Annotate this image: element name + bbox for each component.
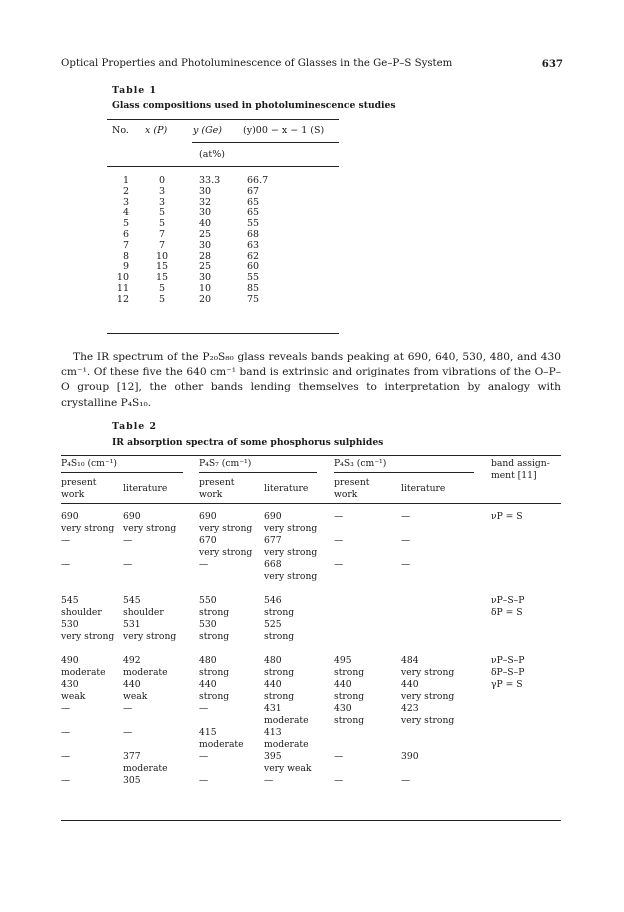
- table2-cell: —: [199, 751, 209, 762]
- table2-cell: 440: [401, 679, 419, 690]
- table2-cell: 531: [123, 619, 141, 630]
- table2-cell: strong: [199, 667, 230, 678]
- table2-cell: very strong: [61, 523, 115, 534]
- table2-band-assign-2: ment [11]: [491, 470, 537, 481]
- table2-cell: very strong: [61, 631, 115, 642]
- table2-cell: 305: [123, 775, 141, 786]
- table2-cell: γP = S: [491, 679, 523, 690]
- table2-cell: moderate: [264, 715, 309, 726]
- table2-cell: shoulder: [61, 607, 102, 618]
- table1-cell: 55: [247, 218, 260, 230]
- t2-h-work-1: work: [61, 489, 85, 500]
- table1-rows: [107, 175, 339, 305]
- table2-band-assign-1: band assign-: [491, 458, 550, 469]
- table2-cell: 377: [123, 751, 141, 762]
- table2-cell: 430: [334, 703, 352, 714]
- table2-cell: strong: [199, 691, 230, 702]
- table2-cell: δP–S–P: [491, 667, 525, 678]
- table2-cell: strong: [264, 667, 295, 678]
- table1-cell: 30: [199, 185, 212, 197]
- table2-cell: νP–S–P: [491, 595, 525, 606]
- table1-cell: 60: [247, 261, 260, 273]
- table2-top-rule: [61, 455, 561, 456]
- t2-h-lit-3: literature: [401, 483, 446, 494]
- table1-cell: 32: [199, 196, 212, 208]
- table1-row: [107, 175, 339, 186]
- table2-cell: 545: [61, 595, 79, 606]
- table2-cell: very strong: [123, 631, 177, 642]
- table2-cell: 440: [334, 679, 352, 690]
- table2-cell: shoulder: [123, 607, 164, 618]
- table2-cell: 545: [123, 595, 141, 606]
- table1-cell: 3: [122, 196, 129, 208]
- table2-cell: 390: [401, 751, 419, 762]
- table1-cell: 15: [155, 272, 169, 284]
- table2-cell: —: [264, 775, 274, 786]
- table2-cell: very strong: [401, 715, 455, 726]
- table2-cell: 690: [199, 511, 217, 522]
- table1-cell: 30: [199, 207, 212, 219]
- table2-caption: Table 2: [112, 421, 158, 432]
- table2-cell: strong: [334, 715, 365, 726]
- table2-cell: weak: [61, 691, 86, 702]
- table1-bottom-rule: [107, 333, 339, 334]
- table2-group-p4s7: P₄S₇ (cm⁻¹): [199, 458, 252, 469]
- table2-cell: very strong: [199, 547, 253, 558]
- table2-rule-g1: [61, 472, 183, 473]
- table2-cell: —: [61, 535, 71, 546]
- table2-cell: 690: [264, 511, 282, 522]
- table1-cell: 40: [199, 218, 212, 230]
- table2-cell: 495: [334, 655, 352, 666]
- table2-cell: —: [334, 751, 344, 762]
- table2-cell: 413: [264, 727, 282, 738]
- table2-cell: —: [401, 775, 411, 786]
- table2-cell: —: [334, 559, 344, 570]
- table2-cell: 490: [61, 655, 79, 666]
- table1-row: [107, 261, 339, 272]
- table1-cell: 66.7: [247, 175, 269, 186]
- table2-cell: very strong: [401, 691, 455, 702]
- table1-cell: 8: [122, 250, 129, 262]
- table1-cell: 5: [158, 293, 166, 305]
- paragraph-text: The IR spectrum of the P₂₀S₈₀ glass reveals bands peaking at 690, 640, 530, 480, and 430 cm⁻¹. Of these five the 640 cm⁻¹ band is extrinsic and originates from vibrations of the O–P–O group [12], the other bands lending themselves to interpretation by analogy with crystalline P₄S₁₀.: [61, 351, 561, 409]
- table2-cell: —: [61, 559, 71, 570]
- table1-col-x: x (P): [145, 125, 168, 136]
- table2-cell: 690: [61, 511, 79, 522]
- table1-row: [107, 218, 339, 229]
- table1-cell: 15: [155, 261, 169, 273]
- t2-h-work-2: work: [199, 489, 223, 500]
- table1-col-no: No.: [112, 125, 129, 136]
- table1-cell: 25: [199, 261, 212, 273]
- table2-cell: very weak: [264, 763, 312, 774]
- table1-row: [107, 294, 339, 305]
- table2-cell: —: [401, 559, 411, 570]
- table2-cell: —: [61, 751, 71, 762]
- table1-cell: 11: [116, 282, 129, 294]
- t2-h-present-3: present: [334, 477, 370, 488]
- table1-row: [107, 197, 339, 208]
- table1-cell: 30: [199, 272, 212, 284]
- table1-header-rule: [107, 166, 339, 167]
- table2-cell: very strong: [264, 547, 318, 558]
- table2-cell: 668: [264, 559, 282, 570]
- page-number: 637: [541, 58, 563, 70]
- table2-cell: 480: [264, 655, 282, 666]
- table1-cell: 9: [122, 261, 129, 273]
- table2-group-p4s10: P₄S₁₀ (cm⁻¹): [61, 458, 118, 469]
- table1-cell: 7: [122, 239, 129, 251]
- table1-cell: 5: [158, 218, 166, 230]
- table1-col-y: y (Ge): [193, 125, 223, 136]
- table2-cell: 423: [401, 703, 419, 714]
- table2-rule-g3: [334, 472, 474, 473]
- table2-cell: —: [199, 775, 209, 786]
- table2-cell: very strong: [264, 523, 318, 534]
- table2-cell: 440: [199, 679, 217, 690]
- table1-cell: 30: [199, 239, 212, 251]
- table1-cell: 7: [158, 239, 166, 251]
- table2-cell: 430: [61, 679, 79, 690]
- table2-cell: 670: [199, 535, 217, 546]
- table1-row: [107, 272, 339, 283]
- table1-cell: 62: [247, 250, 260, 262]
- table2-bottom-rule: [61, 820, 561, 821]
- table1-row: [107, 251, 339, 262]
- table1-cell: 1: [122, 175, 129, 186]
- table1-cell: 7: [158, 228, 166, 240]
- table1-cell: 28: [199, 250, 212, 262]
- table2-cell: 525: [264, 619, 282, 630]
- table2-cell: —: [123, 703, 133, 714]
- table2-cell: moderate: [199, 739, 244, 750]
- table2-cell: 484: [401, 655, 419, 666]
- t2-h-work-3: work: [334, 489, 358, 500]
- table1-row: [107, 229, 339, 240]
- table2-cell: —: [401, 535, 411, 546]
- table1-cell: 0: [158, 175, 166, 186]
- table2-cell: very strong: [401, 667, 455, 678]
- table1-cell: 6: [122, 228, 129, 240]
- table1-row: [107, 207, 339, 218]
- table2-cell: moderate: [123, 667, 168, 678]
- table2-rule-g2: [199, 472, 317, 473]
- table1-cell: 10: [116, 272, 129, 284]
- table2-cell: —: [199, 703, 209, 714]
- table1-cell: 25: [199, 228, 212, 240]
- table1-col-s: (y)00 − x − 1 (S): [243, 125, 325, 136]
- table1-cell: 75: [247, 293, 260, 305]
- table2-cell: 480: [199, 655, 217, 666]
- table2-cell: 492: [123, 655, 141, 666]
- table2-cell: δP = S: [491, 607, 523, 618]
- table2-cell: 677: [264, 535, 282, 546]
- table2-cell: —: [61, 727, 71, 738]
- table1-cell: 33.3: [199, 175, 221, 186]
- table1-cell: 5: [158, 207, 166, 219]
- table1-cell: 67: [247, 185, 260, 197]
- table1-cell: 12: [116, 293, 129, 305]
- table2-cell: 415: [199, 727, 217, 738]
- table2-cell: 690: [123, 511, 141, 522]
- table2-cell: strong: [334, 691, 365, 702]
- table1-row: [107, 186, 339, 197]
- table1-caption: Table 1: [112, 85, 158, 96]
- table1-cell: 3: [158, 196, 166, 208]
- table2-cell: —: [334, 775, 344, 786]
- body-paragraph: [61, 350, 561, 411]
- table2-cell: strong: [264, 607, 295, 618]
- table1-cell: 63: [247, 239, 260, 251]
- table1-unit: (at%): [199, 149, 225, 160]
- table1-cell: 65: [247, 207, 260, 219]
- table2-cell: —: [334, 511, 344, 522]
- table2-cell: —: [61, 775, 71, 786]
- running-title: Optical Properties and Photoluminescence of Glasses in the Ge–P–S System: [61, 58, 453, 69]
- table2-cell: 440: [123, 679, 141, 690]
- t2-h-present-1: present: [61, 477, 97, 488]
- table2-cell: moderate: [123, 763, 168, 774]
- table2-cell: moderate: [61, 667, 106, 678]
- t2-h-present-2: present: [199, 477, 235, 488]
- table2-cell: 550: [199, 595, 217, 606]
- table1-cell: 65: [247, 196, 260, 208]
- table2-cell: 546: [264, 595, 282, 606]
- table2-cell: νP–S–P: [491, 655, 525, 666]
- table1-cell: 10: [155, 250, 169, 262]
- table1-cell: 3: [158, 185, 166, 197]
- table2-cell: —: [199, 559, 209, 570]
- table2-cell: very strong: [264, 571, 318, 582]
- table2-cell: very strong: [123, 523, 177, 534]
- table2-cell: strong: [264, 691, 295, 702]
- table1-cell: 20: [199, 293, 212, 305]
- table2-cell: strong: [334, 667, 365, 678]
- table2-cell: 530: [199, 619, 217, 630]
- table2-cell: —: [401, 511, 411, 522]
- table2-cell: 395: [264, 751, 282, 762]
- table2-cell: strong: [264, 631, 295, 642]
- t2-h-lit-2: literature: [264, 483, 309, 494]
- table2-cell: strong: [199, 631, 230, 642]
- table2-cell: —: [334, 535, 344, 546]
- table1-row: [107, 283, 339, 294]
- table2-header-rule: [61, 503, 561, 504]
- table1-row: [107, 240, 339, 251]
- table1-cell: 5: [122, 218, 129, 230]
- table2-cell: —: [123, 727, 133, 738]
- table1: [107, 119, 339, 305]
- table2-cell: 440: [264, 679, 282, 690]
- table2-group-p4s3: P₄S₃ (cm⁻¹): [334, 458, 387, 469]
- t2-h-lit-1: literature: [123, 483, 168, 494]
- table2-cell: 431: [264, 703, 282, 714]
- table1-subtitle: Glass compositions used in photoluminescence studies: [112, 100, 396, 111]
- table2-cell: very strong: [199, 523, 253, 534]
- table1-cell: 5: [158, 282, 166, 294]
- table2-cell: moderate: [264, 739, 309, 750]
- table1-cell: 55: [247, 272, 260, 284]
- table2-cell: strong: [199, 607, 230, 618]
- table1-cell: 2: [122, 185, 129, 197]
- table2-cell: —: [123, 559, 133, 570]
- table2-cell: —: [61, 703, 71, 714]
- table1-cell: 68: [247, 228, 260, 240]
- table2-cell: —: [123, 535, 133, 546]
- table2-cell: 530: [61, 619, 79, 630]
- table2-cell: weak: [123, 691, 148, 702]
- table2-subtitle: IR absorption spectra of some phosphorus sulphides: [112, 437, 384, 448]
- table1-cell: 10: [199, 282, 212, 294]
- table1-sub-rule: [192, 142, 339, 143]
- table2-cell: νP = S: [491, 511, 523, 522]
- table1-cell: 4: [122, 207, 129, 219]
- table1-cell: 85: [247, 282, 260, 294]
